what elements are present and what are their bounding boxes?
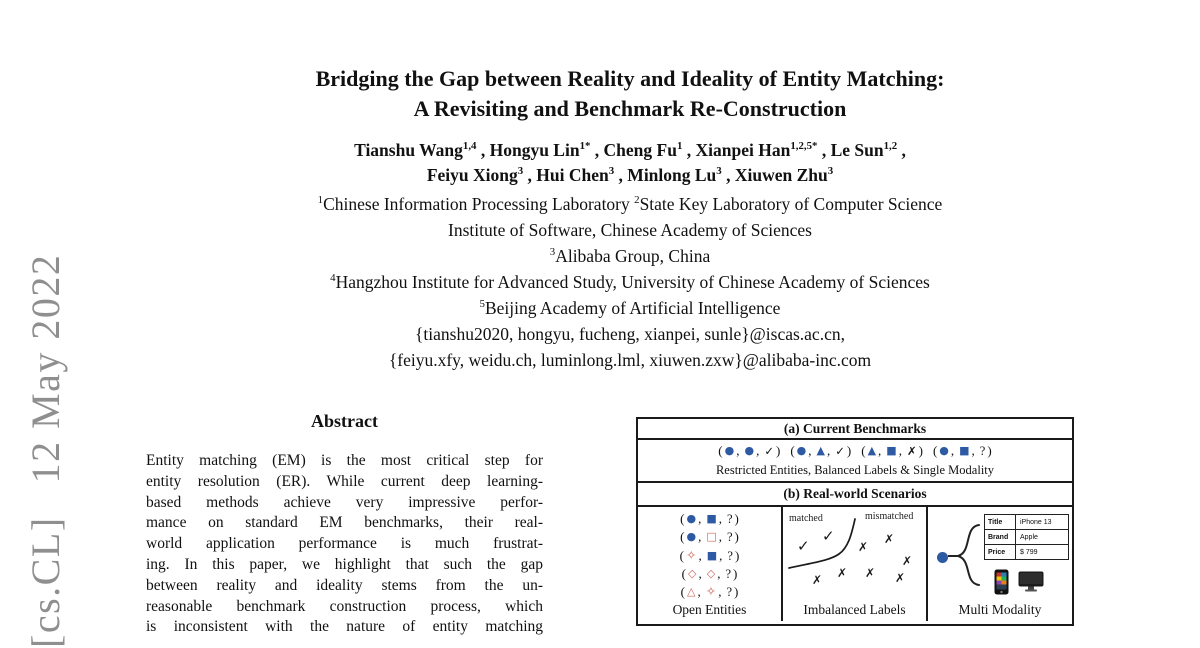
benchmark-tuples	[638, 440, 1072, 462]
entity-tuple: ( ✧ , ■ , ? )	[679, 547, 740, 563]
entity-tuple: ( ● , ■ , ? )	[933, 443, 992, 458]
matched-label: matched	[789, 513, 823, 524]
cross-mark: ✗	[837, 566, 848, 580]
shape-symbol: ●	[796, 444, 807, 457]
imbalanced-labels-label: Imbalanced Labels	[803, 602, 906, 617]
shape-symbol: □	[706, 530, 717, 544]
affiliation-line: $^1$Chinese Information Processing Laboratory $^2$State Key Laboratory of Computer Science	[317, 194, 943, 214]
match-mark: ?	[725, 566, 731, 581]
smartphone-icon	[994, 569, 1009, 595]
entity-tuple: ( △ , ✧ , ? )	[680, 583, 739, 600]
attribute-key: Price	[985, 545, 1016, 559]
attribute-value: Apple	[1020, 533, 1038, 541]
author-name: Xianpei Han	[695, 140, 791, 160]
cross-mark: ✗	[902, 554, 913, 568]
abstract-body	[146, 451, 543, 638]
cross-mark: ✗	[895, 571, 906, 585]
open-entity-tuple-row	[638, 528, 781, 546]
open-entity-tuple-row	[638, 547, 781, 565]
shape-symbol: ●	[724, 444, 735, 457]
cross-mark: ✗	[858, 540, 869, 554]
author-name: Hui Chen	[536, 165, 609, 185]
attribute-value: iPhone 13	[1020, 518, 1052, 526]
abstract-line: between reality and ideality stems from the un-	[146, 576, 543, 594]
panel-a-title: (a) Current Benchmarks	[638, 419, 1072, 440]
shape-symbol: ◇	[688, 566, 697, 580]
author-line: Tianshu Wang$^{1,4}$ , Hongyu Lin$^{1*}$ , Cheng Fu$^1$ , Xianpei Han$^{1,2,5*}$ , Le Sun$^{1,2}$ ,	[354, 140, 906, 160]
multi-modality-label: Multi Modality	[958, 602, 1042, 617]
table-row	[985, 515, 1068, 530]
shape-symbol: ●	[686, 530, 697, 544]
cross-mark: ✗	[865, 566, 876, 580]
table-row	[985, 530, 1068, 545]
figure-1	[636, 417, 1074, 626]
abstract-line: ing. In this paper, we highlight that such the gap	[146, 555, 543, 573]
abstract-line: entity resolution (ER). While current deep learning-	[146, 472, 543, 490]
entity-tuple: ( ▲ , ■ , ✗ )	[861, 443, 923, 458]
attribute-table	[984, 514, 1069, 560]
shape-symbol: ▲	[816, 444, 825, 457]
brace-icon	[948, 523, 984, 589]
match-mark: ✗	[906, 444, 917, 458]
affiliation-line: $^5$Beijing Academy of Artificial Intelligence	[479, 298, 781, 318]
page-title-line2: A Revisiting and Benchmark Re-Construction	[413, 96, 847, 121]
match-mark: ?	[727, 548, 733, 563]
shape-symbol: △	[686, 585, 696, 599]
match-mark: ?	[726, 585, 732, 600]
author-name: Feiyu Xiong	[426, 165, 518, 185]
mismatched-label: mismatched	[865, 511, 914, 522]
author-name: Hongyu Lin	[489, 140, 580, 160]
affiliation-line: {feiyu.xfy, weidu.ch, luminlong.lml, xiuwen.zxw}@alibaba-inc.com	[388, 350, 872, 370]
entity-tuple: ( ● , ■ , ? )	[680, 511, 739, 526]
match-mark: ?	[726, 530, 733, 545]
open-entities-cell	[638, 507, 783, 621]
open-entity-tuple-row	[638, 583, 781, 601]
imbalanced-labels-cell	[783, 507, 928, 621]
shape-symbol: ●	[744, 444, 755, 457]
shape-symbol: ■	[706, 512, 717, 525]
abstract-heading: Abstract	[311, 411, 378, 431]
shape-symbol: ■	[706, 548, 718, 562]
affiliation-line: $^3$Alibaba Group, China	[549, 246, 711, 266]
paper-header	[140, 64, 1120, 373]
abstract-line: reasonable benchmark construction process, which	[146, 597, 543, 615]
shape-symbol: ▲	[867, 444, 877, 457]
author-name: Cheng Fu	[603, 140, 677, 160]
shape-symbol: ●	[686, 512, 697, 525]
page-title: Bridging the Gap between Reality and Ideality of Entity Matching:	[315, 66, 945, 91]
author-name: Le Sun	[830, 140, 884, 160]
abstract-section	[146, 411, 543, 638]
open-entity-tuple-row	[638, 510, 781, 528]
cross-mark: ✗	[884, 532, 895, 546]
shape-symbol: ◇	[706, 566, 716, 580]
author-line: Feiyu Xiong$^3$ , Hui Chen$^3$ , Minlong Lu$^3$ , Xiuwen Zhu$^3$	[426, 165, 834, 185]
author-name: Tianshu Wang	[354, 140, 463, 160]
entity-tuple: ( ● , □ , ? )	[680, 529, 739, 545]
panel-b-row	[638, 507, 1072, 621]
author-lines	[140, 138, 1120, 188]
entity-tuple: ( ● , ▲ , ✓ )	[790, 443, 851, 458]
shape-symbol: ■	[959, 444, 970, 457]
shape-symbol: ■	[886, 444, 897, 457]
affiliation-line: $^4$Hangzhou Institute for Advanced Study, University of Chinese Academy of Sciences	[330, 272, 930, 292]
entity-tuple: ( ● , ● , ✓ )	[718, 443, 780, 458]
attribute-value: $ 799	[1020, 548, 1038, 556]
multi-modality-cell	[928, 507, 1072, 621]
table-row	[985, 545, 1068, 559]
affiliation-lines	[140, 191, 1120, 373]
match-mark: ?	[726, 512, 733, 526]
attribute-key: Brand	[985, 530, 1016, 544]
panel-a-caption: Restricted Entities, Balanced Labels & Single Modality	[715, 463, 995, 477]
affiliation-line: {tianshu2020, hongyu, fucheng, xianpei, sunle}@iscas.ac.cn,	[415, 324, 845, 344]
check-mark: ✓	[822, 527, 835, 545]
shape-symbol: ✧	[705, 583, 717, 599]
attribute-key: Title	[985, 515, 1016, 529]
shape-symbol: ✧	[686, 547, 697, 563]
panel-a-content	[638, 440, 1072, 483]
abstract-line: mance on standard EM benchmarks, their real-	[146, 514, 543, 532]
author-name: Minlong Lu	[627, 165, 717, 185]
open-entities-tuples	[638, 510, 781, 601]
match-mark: ?	[979, 444, 986, 458]
affiliation-line: Institute of Software, Chinese Academy of Sciences	[448, 220, 812, 240]
abstract-line: world application performance is much frustrat-	[146, 535, 543, 553]
arxiv-watermark: [cs.CL] 12 May 2022	[23, 253, 68, 648]
abstract-line: is inconsistent with the nature of entity matching	[146, 618, 543, 636]
entity-dot	[937, 552, 948, 563]
open-entities-label: Open Entities	[672, 602, 747, 617]
match-mark: ✓	[835, 444, 845, 458]
abstract-line: based methods achieve very impressive perfor-	[146, 493, 543, 511]
author-name: Xiuwen Zhu	[734, 165, 828, 185]
panel-b-title: (b) Real-world Scenarios	[638, 483, 1072, 507]
cross-mark: ✗	[812, 573, 823, 587]
check-mark: ✓	[797, 537, 810, 555]
open-entity-tuple-row	[638, 565, 781, 583]
shape-symbol: ●	[939, 444, 949, 457]
abstract-line: Entity matching (EM) is the most critical step for	[146, 452, 543, 469]
monitor-icon	[1018, 571, 1044, 592]
entity-tuple: ( ◇ , ◇ , ? )	[681, 565, 738, 581]
match-mark: ✓	[764, 444, 774, 458]
